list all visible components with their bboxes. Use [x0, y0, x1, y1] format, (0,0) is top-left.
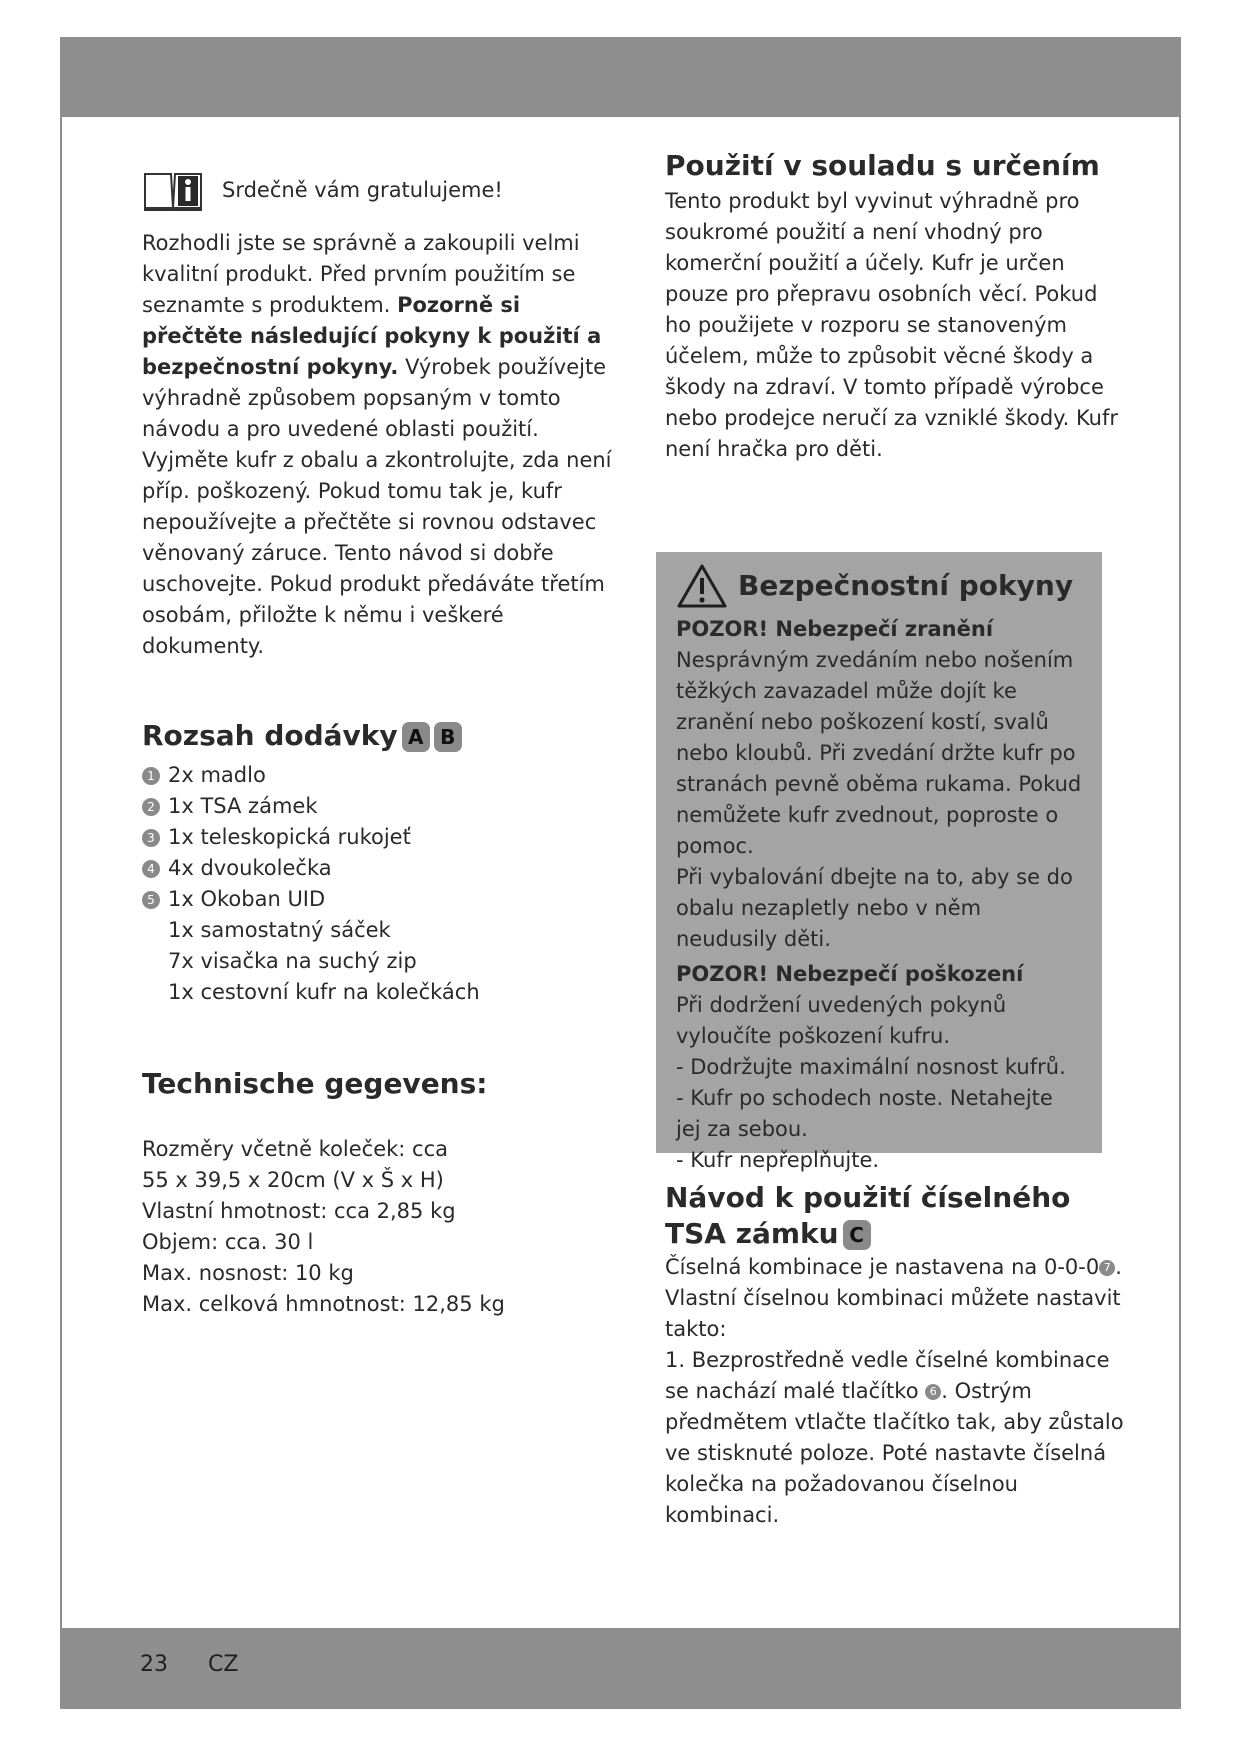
language-code: CZ [208, 1652, 239, 1677]
tsa-section [665, 1180, 1125, 1531]
left-column [142, 168, 622, 1320]
item-number: 2 [142, 798, 160, 816]
item-number: 1 [142, 767, 160, 785]
usage-heading: Použití v souladu s určením [665, 149, 1100, 182]
list-item: 1x samostatný sáček [168, 918, 391, 942]
safety-heading: Bezpečnostní pokyny [738, 569, 1074, 602]
spec-line: Rozměry včetně koleček: cca [142, 1137, 449, 1161]
item-number: 5 [142, 891, 160, 909]
tsa-text: Číselná kombinace je nastavena na 0-0-0 [665, 1255, 1100, 1279]
part-number: 6 [925, 1384, 941, 1400]
item-number: 3 [142, 829, 160, 847]
tsa-heading [665, 1180, 1125, 1252]
part-number: 7 [1099, 1260, 1115, 1276]
tsa-step [665, 1345, 1125, 1531]
safety-subheading-injury: POZOR! Nebezpečí zranění [676, 617, 994, 641]
spec-line: Objem: cca. 30 l [142, 1230, 314, 1254]
warning-triangle-icon [676, 562, 728, 610]
scope-heading [142, 718, 622, 754]
usage-text: Tento produkt byl vyvinut výhradně pro soukromé použití a není vhodný pro komerční použití a účely. Kufr je určen pouze pro přepravu osobních věcí. Pokud ho použijete v rozporu se stanoveným účelem, může to způsobit věcné škody a škody na zdraví. V tomto případě výrobce nebo prodejce neručí za vzniklé škody. Kufr není hračka pro děti. [665, 189, 1119, 461]
safety-bullet: - Kufr nepřeplňujte. [676, 1148, 880, 1172]
tsa-text: 1. Bezprostředně vedle číselné kombinace se nachází malé tlačítko [665, 1348, 1110, 1403]
item-text: 1x Okoban UID [168, 887, 326, 911]
safety-text: Při dodržení uvedených pokynů vyloučíte poškození kufru. [676, 993, 1007, 1048]
scope-list [142, 760, 622, 1008]
list-item [142, 822, 622, 853]
safety-bullet: - Dodržujte maximální nosnost kufrů. [676, 1055, 1066, 1079]
safety-header [676, 562, 1082, 610]
page-number: 23 [140, 1652, 168, 1677]
spec-line: Max. celková hmnotnost: 12,85 kg [142, 1292, 505, 1316]
figure-badge-a: A [402, 722, 430, 752]
tsa-title: Návod k použití číselného TSA zámku [665, 1181, 1071, 1250]
safety-bullet: - Kufr po schodech noste. Netahejte jej za sebou. [676, 1086, 1053, 1141]
safety-box [656, 552, 1102, 1172]
intro-header [142, 168, 622, 212]
safety-text: Při vybalování dbejte na to, aby se do obalu nezapletly nebo v něm neudusily děti. [676, 865, 1073, 951]
list-item [142, 884, 622, 915]
list-item [142, 760, 622, 791]
tsa-text: . Vlastní číselnou kombinaci můžete nastavit takto: [665, 1255, 1122, 1341]
spec-line: Vlastní hmotnost: cca 2,85 kg [142, 1199, 456, 1223]
tsa-text: . Ostrým předmětem vtlačte tlačítko tak, aby zůstalo ve stisknuté poloze. Poté nastavte číselná kolečka na požadovanou číselnou kombinaci. [665, 1379, 1124, 1527]
list-item [142, 853, 622, 884]
figure-badge-b: B [434, 722, 462, 752]
item-text: 1x TSA zámek [168, 794, 318, 818]
scope-title: Rozsah dodávky [142, 719, 398, 752]
intro-paragraph [142, 228, 622, 662]
page-frame-right [1179, 117, 1181, 1628]
intro-text-bold: Pozorně si přečtěte následující pokyny k použití a bezpečnostní pokyny. [142, 293, 602, 379]
tsa-paragraph [665, 1252, 1125, 1345]
intro-title: Srdečně vám gratulujeme! [222, 177, 503, 202]
spec-line: 55 x 39,5 x 20cm (V x Š x H) [142, 1168, 444, 1192]
page-frame-left [60, 117, 62, 1628]
item-number: 4 [142, 860, 160, 878]
usage-section [665, 148, 1125, 465]
tech-specs [142, 1134, 622, 1320]
list-item: 7x visačka na suchý zip [168, 949, 417, 973]
item-text: 1x teleskopická rukojeť [168, 825, 411, 849]
safety-subheading-damage: POZOR! Nebezpečí poškození [676, 962, 1024, 986]
tech-heading: Technische gegevens: [142, 1067, 488, 1100]
list-item: 1x cestovní kufr na kolečkách [168, 980, 480, 1004]
info-book-icon [142, 168, 204, 212]
tech-section [142, 1066, 622, 1320]
safety-text: Nesprávným zvedáním nebo nošením těžkých zavazadel může dojít ke zranění nebo poškození kostí, svalů nebo kloubů. Při zvedání držte kufr po stranách pevně oběma rukama. Pokud nemůžete kufr zvednout, poproste o pomoc. [676, 648, 1082, 858]
page-footer [140, 1652, 278, 1677]
spec-line: Max. nosnost: 10 kg [142, 1261, 354, 1285]
intro-text-b: Výrobek používejte výhradně způsobem popsaným v tomto návodu a pro uvedené oblasti použití. Vyjměte kufr z obalu a zkontrolujte, zda není příp. poškozený. Pokud tomu tak je, kufr nepoužívejte a přečtěte si rovnou odstavec věnovaný záruce. Tento návod si dobře uschovejte. Pokud produkt předáváte třetím osobám, přiložte k němu i veškeré dokumenty. [142, 355, 612, 658]
scope-section [142, 718, 622, 1008]
header-bar [60, 37, 1181, 117]
figure-badge-c: C [843, 1220, 871, 1250]
item-text: 4x dvoukolečka [168, 856, 332, 880]
list-item [142, 791, 622, 822]
intro-text-a: Rozhodli jste se správně a zakoupili velmi kvalitní produkt. Před prvním použitím se seznamte s produktem. [142, 231, 580, 317]
item-text: 2x madlo [168, 763, 266, 787]
